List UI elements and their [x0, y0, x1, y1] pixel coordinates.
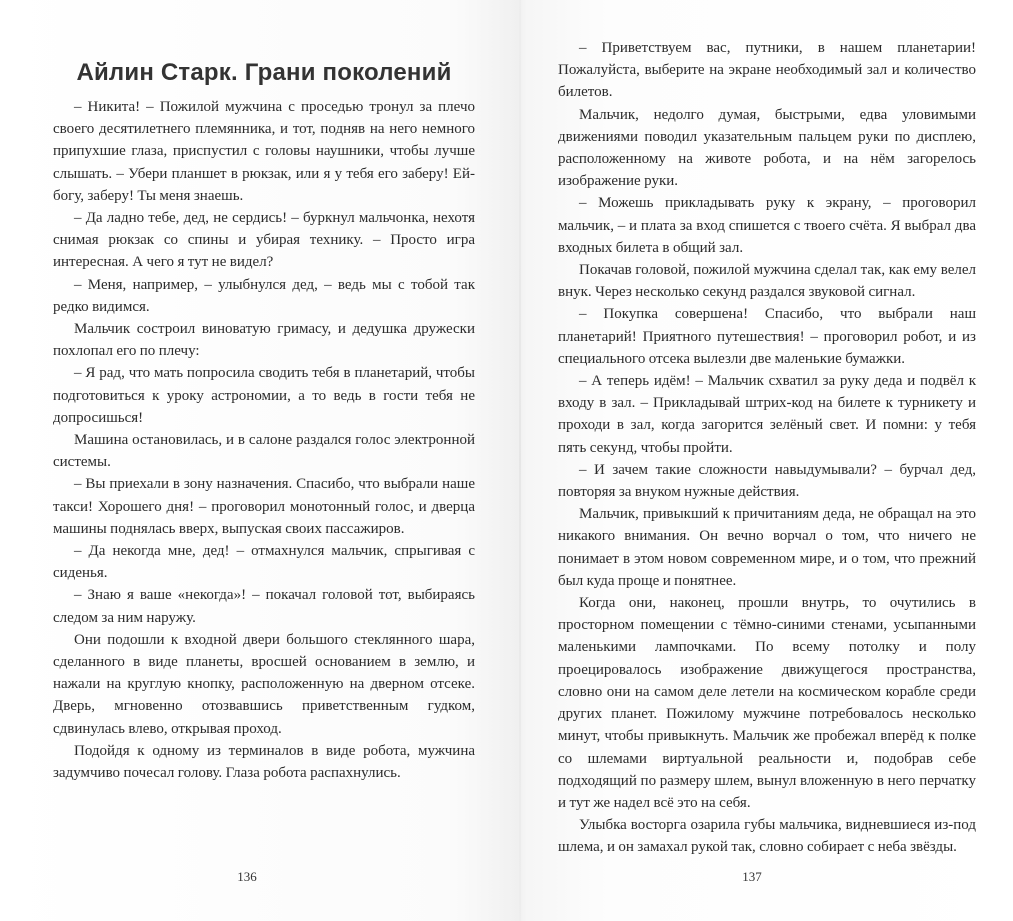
- page-number-right: 137: [742, 868, 762, 884]
- paragraph: – Приветствуем вас, путники, в нашем планетарии! Пожалуйста, выберите на экране необходимый зал и количество билетов.: [558, 40, 976, 101]
- paragraph: – Вы приехали в зону назначения. Спасибо, что выбрали наше такси! Хорошего дня! – проговорил монотонный голос, и дверца машины поднялась вверх, выпуская своих пассажиров.: [53, 476, 475, 537]
- page-number-left: 136: [237, 868, 257, 884]
- left-page: [53, 0, 475, 921]
- paragraph: Когда они, наконец, прошли внутрь, то очутились в просторном помещении с тёмно-синими стенами, усыпанными маленькими лампочками. По всему потолку и полу проецировалось изображение движущегося пространства, словно они на самом деле летели на космическом корабле среди других планет. Пожилому мужчине потребовалось несколько минут, чтобы привыкнуть. Мальчик же пробежал вперёд к полке со шлемами виртуальной реальности и, подобрав себе подходящий по размеру шлем, вынул вложенную в него перчатку и тут же надел всё это на себя.: [558, 595, 976, 811]
- paragraph: – Да ладно тебе, дед, не сердись! – буркнул мальчонка, нехотя снимая рюкзак со спины и убирая технику. – Просто игра интересная. А чего я тут не видел?: [53, 210, 475, 271]
- paragraph: – А теперь идём! – Мальчик схватил за руку деда и подвёл к входу в зал. – Прикладывай штрих-код на билете к турникету и проходи в зал, когда загорится зелёный свет. И помни: у тебя пять секунд, чтобы пройти.: [558, 373, 976, 456]
- right-page: [558, 0, 976, 921]
- paragraph: Они подошли к входной двери большого стеклянного шара, сделанного в виде планеты, вросшей основанием в землю, и нажали на круглую кнопку, расположенную на дверном отсеке. Дверь, мгновенно отозвавшись приветственным гудком, сдвинулась влево, открывая проход.: [53, 631, 475, 737]
- paragraph: – Знаю я ваше «некогда»! – покачал головой тот, выбираясь следом за ним наружу.: [53, 587, 475, 626]
- paragraph: Мальчик, привыкший к причитаниям деда, не обращал на это никакого внимания. Он вечно ворчал о том, что ничего не понимает в этом новом современном мире, и о том, что прежний был куда проще и понятнее.: [558, 506, 976, 589]
- paragraph: Подойдя к одному из терминалов в виде робота, мужчина задумчиво почесал голову. Глаза робота распахнулись.: [53, 742, 475, 782]
- book-gutter: [519, 0, 521, 921]
- paragraph: Мальчик, недолго думая, быстрыми, едва уловимыми движениями поводил указательным пальцем руки по дисплею, расположенному на животе робота, и на нём загорелось изображение руки.: [558, 106, 976, 190]
- paragraph: – Я рад, что мать попросила сводить тебя в планетарий, чтобы подготовиться к уроку астрономии, а то ведь в гости тебя не допросишься!: [53, 365, 475, 426]
- paragraph: – Меня, например, – улыбнулся дед, – ведь мы с тобой так редко видимся.: [53, 276, 475, 315]
- paragraph: Машина остановилась, и в салоне раздался голос электронной системы.: [53, 432, 475, 471]
- paragraph: – И зачем такие сложности навыдумывали? – бурчал дед, повторяя за внуком нужные действия.: [558, 461, 976, 501]
- left-page-text: [53, 96, 475, 784]
- paragraph: Покачав головой, пожилой мужчина сделал так, как ему велел внук. Через несколько секунд раздался звуковой сигнал.: [558, 262, 976, 301]
- right-page-text: [558, 37, 976, 859]
- paragraph: – Никита! – Пожилой мужчина с проседью тронул за плечо своего десятилетнего племянника, и тот, подняв на него немного припухшие глаза, приспустил с головы наушники, чтобы лучше слышать. – Убери планшет в рюкзак, или я у тебя его заберу! Ей-богу, заберу! Ты меня знаешь.: [53, 99, 475, 204]
- paragraph: Улыбка восторга озарила губы мальчика, видневшиеся из-под шлема, и он замахал рукой так, словно собирает с неба звёзды.: [558, 817, 976, 856]
- paragraph: – Покупка совершена! Спасибо, что выбрали наш планетарий! Приятного путешествия! – проговорил робот, и из специального отсека вылезли две маленькие бумажки.: [558, 306, 976, 367]
- paragraph: Мальчик состроил виноватую гримасу, и дедушка дружески похлопал его по плечу:: [53, 321, 475, 360]
- paragraph: – Можешь прикладывать руку к экрану, – проговорил мальчик, – и плата за вход спишется с твоего счёта. Я выбрал два входных билета в общий зал.: [558, 195, 976, 256]
- story-title: Айлин Старк. Грани поколений: [76, 59, 452, 86]
- paragraph: – Да некогда мне, дед! – отмахнулся мальчик, спрыгивая с сиденья.: [53, 543, 475, 582]
